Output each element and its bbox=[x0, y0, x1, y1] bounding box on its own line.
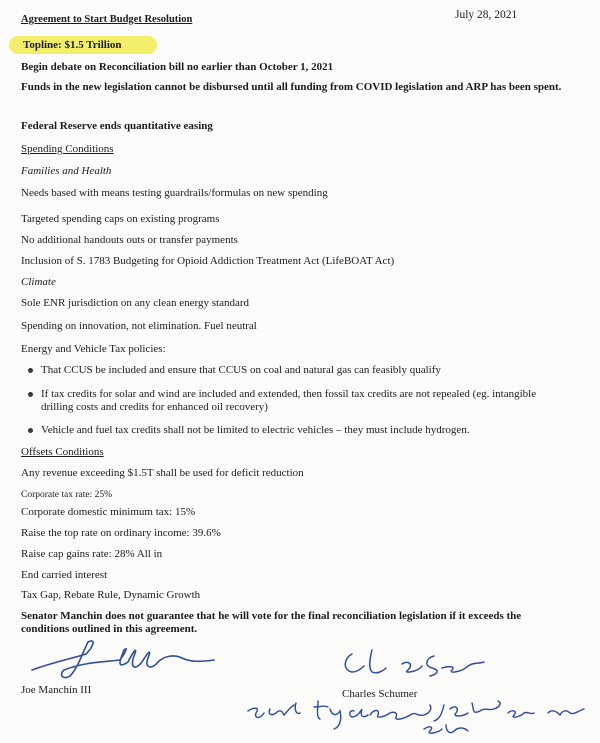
offsets-item-7: Tax Gap, Rebate Rule, Dynamic Growth bbox=[21, 589, 201, 601]
climate-item-2: Spending on innovation, not elimination. Fuel neutral bbox=[21, 320, 257, 332]
bullet-item-2: If tax credits for solar and wind are included and extended, then fossil tax credits are not repealed (eg. intangible drilling costs and credits for enhanced oil recovery) bbox=[41, 388, 537, 413]
intro-line-1: Begin debate on Reconciliation bill no earlier than October 1, 2021 bbox=[21, 61, 334, 73]
spending-heading: Spending Conditions bbox=[21, 143, 114, 155]
offsets-item-6: End carried interest bbox=[21, 569, 108, 581]
manchin-signature bbox=[24, 632, 224, 682]
bullet-item-3: Vehicle and fuel tax credits shall not be limited to electric vehicles – they must include hydrogen. bbox=[41, 424, 470, 436]
bullet-dot bbox=[28, 428, 33, 433]
manchin-name: Joe Manchin III bbox=[21, 684, 92, 696]
handwritten-note bbox=[244, 695, 594, 741]
bullet-dot bbox=[28, 392, 33, 397]
closing-statement: Senator Manchin does not guarantee that he will vote for the final reconciliation legislation if it exceeds the conditions outlined in this agreement. bbox=[21, 610, 522, 635]
topline-text: Topline: $1.5 Trillion bbox=[23, 39, 122, 51]
document-date: July 28, 2021 bbox=[455, 9, 518, 21]
climate-heading: Climate bbox=[21, 276, 56, 288]
offsets-item-4: Raise the top rate on ordinary income: 39.6% bbox=[21, 527, 221, 539]
climate-item-3: Energy and Vehicle Tax policies: bbox=[21, 343, 166, 355]
intro-line-3: Federal Reserve ends quantitative easing bbox=[21, 120, 213, 132]
schumer-signature bbox=[338, 644, 488, 680]
climate-item-1: Sole ENR jurisdiction on any clean energy standard bbox=[21, 297, 249, 309]
families-item-1: Needs based with means testing guardrails/formulas on new spending bbox=[21, 187, 328, 199]
families-item-4: Inclusion of S. 1783 Budgeting for Opioid Addiction Treatment Act (LifeBOAT Act) bbox=[21, 255, 395, 267]
offsets-item-3: Corporate domestic minimum tax: 15% bbox=[21, 506, 196, 518]
offsets-item-5: Raise cap gains rate: 28% All in bbox=[21, 548, 163, 560]
schumer-name: Charles Schumer bbox=[342, 688, 418, 700]
families-item-3: No additional handouts outs or transfer payments bbox=[21, 234, 238, 246]
offsets-heading: Offsets Conditions bbox=[21, 446, 104, 458]
families-item-2: Targeted spending caps on existing programs bbox=[21, 213, 220, 225]
offsets-item-1: Any revenue exceeding $1.5T shall be used for deficit reduction bbox=[21, 467, 304, 479]
document-title: Agreement to Start Budget Resolution bbox=[21, 14, 193, 25]
intro-line-2: Funds in the new legislation cannot be disbursed until all funding from COVID legislation and ARP has been spent. bbox=[21, 81, 562, 93]
families-heading: Families and Health bbox=[21, 165, 112, 177]
offsets-item-2: Corporate tax rate: 25% bbox=[21, 490, 113, 500]
bullet-dot bbox=[28, 368, 33, 373]
bullet-item-1: That CCUS be included and ensure that CCUS on coal and natural gas can feasibly qualify bbox=[41, 364, 441, 376]
